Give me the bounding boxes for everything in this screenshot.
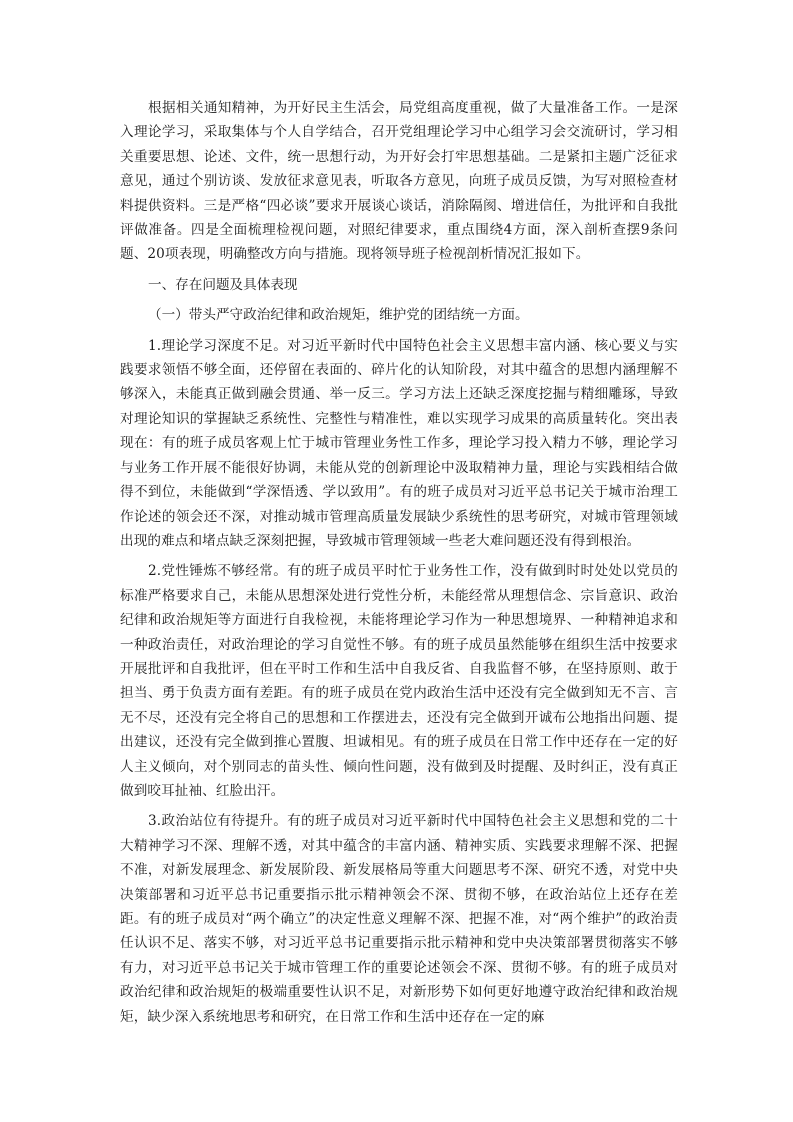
item-1-paragraph: 1.理论学习深度不足。对习近平新时代中国特色社会主义思想丰富内涵、核心要义与实践要求领悟不够全面，还停留在表面的、碎片化的认知阶段，对其中蕴含的思想内涵理解不够深入，未能真正做到融会贯通、举一反三。学习方法上还缺乏深度挖掘与精细雕琢，导致对理论知识的掌握缺乏系统性、完整性与精准性，难以实现学习成果的高质量转化。突出表现在：有的班子成员客观上忙于城市管理业务性工作多，理论学习投入精力不够，理论学习与业务工作开展不能很好协调，未能从党的创新理论中汲取精神力量，理论与实践相结合做得不到位，未能做到“学深悟透、学以致用”。有的班子成员对习近平总书记关于城市治理工作论述的领会还不深，对推动城市管理高质量发展缺少系统性的思考研究，对城市管理领域出现的难点和堵点缺乏深刻把握，导致城市管理领域一些老大难问题还没有得到根治。	[120, 337, 678, 549]
document-body	[120, 96, 678, 1035]
subsection-heading: （一）带头严守政治纪律和政治规矩，维护党的团结统一方面。	[148, 307, 529, 324]
intro-paragraph: 根据相关通知精神，为开好民主生活会，局党组高度重视，做了大量准备工作。一是深入理论学习，采取集体与个人自学结合，召开党组理论学习中心组学习会交流研讨，学习相关重要思想、论述、文件，统一思想行动，为开好会打牢思想基础。二是紧扣主题广泛征求意见，通过个别访谈、发放征求意见表，听取各方意见，向班子成员反馈，为写对照检查材料提供资料。三是严格“四必谈”要求开展谈心谈话，消除隔阂、增进信任，为批评和自我批评做准备。四是全面梳理检视问题，对照纪律要求，重点围绕4方面，深入剖析查摆9条问题、20项表现，明确整改方向与措施。现将领导班子检视剖析情况汇报如下。	[120, 100, 678, 263]
section-heading: 一、存在问题及具体表现	[148, 276, 298, 293]
item-2-paragraph: 2.党性锤炼不够经常。有的班子成员平时忙于业务性工作，没有做到时时处处以党员的标准严格要求自己，未能从思想深处进行党性分析，未能经常从理想信念、宗旨意识、政治纪律和政治规矩等方面进行自我检视，未能将理论学习作为一种思想境界、一种精神追求和一种政治责任，对政治理论的学习自觉性不够。有的班子成员虽然能够在组织生活中按要求开展批评和自我批评，但在平时工作和生活中自我反省、自我监督不够，在坚持原则、敢于担当、勇于负责方面有差距。有的班子成员在党内政治生活中还没有完全做到知无不言、言无不尽，还没有完全将自己的思想和工作摆进去，还没有完全做到开诚布公地指出问题、提出建议，还没有完全做到推心置腹、坦诚相见。有的班子成员在日常工作中还存在一定的好人主义倾向，对个别同志的苗头性、倾向性问题，没有做到及时提醒、及时纠正，没有真正做到咬耳扯袖、红脸出汗。	[120, 563, 678, 799]
item-3-paragraph: 3.政治站位有待提升。有的班子成员对习近平新时代中国特色社会主义思想和党的二十大精神学习不深、理解不透，对其中蕴含的丰富内涵、精神实质、实践要求理解不深、把握不准，对新发展理念、新发展阶段、新发展格局等重大问题思考不深、研究不透，对党中央决策部署和习近平总书记重要指示批示精神领会不深、贯彻不够，在政治站位上还存在差距。有的班子成员对“两个确立”的决定性意义理解不深、把握不准，对“两个维护”的政治责任认识不足、落实不够，对习近平总书记重要指示批示精神和党中央决策部署贯彻落实不够有力，对习近平总书记关于城市管理工作的重要论述领会不深、贯彻不够。有的班子成员对政治纪律和政治规矩的极端重要性认识不足，对新形势下如何更好地遵守政治纪律和政治规矩，缺少深入系统地思考和研究，在日常工作和生活中还存在一定的麻	[120, 813, 678, 1025]
